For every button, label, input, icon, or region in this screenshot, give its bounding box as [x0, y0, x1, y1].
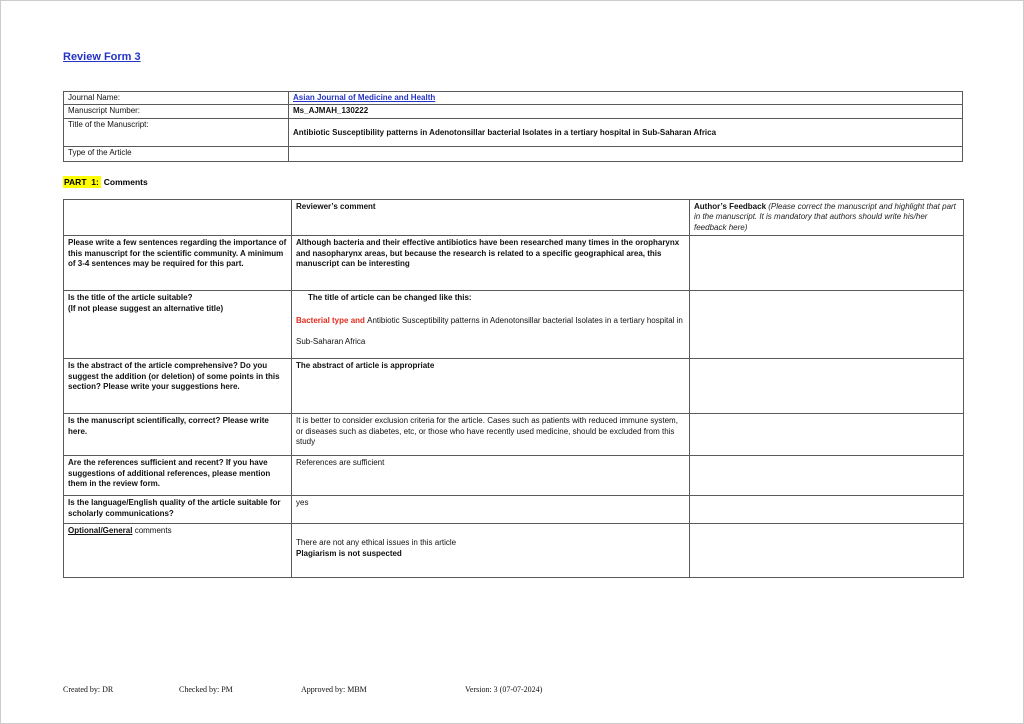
feedback-references[interactable]	[690, 456, 964, 496]
manuscript-title-value: Antibiotic Susceptibility patterns in Adenotonsillar bacterial Isolates in a tertiary hospital in Sub-Saharan Africa	[289, 118, 963, 146]
comment-general-line2: Plagiarism is not suspected	[296, 548, 402, 558]
manuscript-number-label: Manuscript Number:	[64, 105, 289, 118]
manuscript-info-table	[63, 91, 963, 162]
article-type-value	[289, 146, 963, 161]
feedback-importance[interactable]	[690, 236, 964, 291]
reviewer-comment-header: Reviewer’s comment	[292, 200, 690, 236]
question-references: Are the references sufficient and recent? If you have suggestions of additional references, please mention them in the review form.	[64, 456, 292, 496]
page-title: Review Form 3	[63, 51, 141, 63]
footer-checked-by: Checked by: PM	[179, 685, 233, 694]
feedback-general[interactable]	[690, 524, 964, 578]
row-scientific	[64, 414, 964, 456]
comment-references: References are sufficient	[292, 456, 690, 496]
part1-label: Comments	[103, 177, 148, 187]
comment-general-line1: There are not any ethical issues in this article	[296, 538, 457, 548]
question-scientific: Is the manuscript scientifically, correct? Please write here.	[64, 414, 292, 456]
feedback-abstract[interactable]	[690, 359, 964, 414]
question-language: Is the language/English quality of the article suitable for scholarly communications?	[64, 496, 292, 524]
part1-badge: PART 1:	[64, 177, 99, 187]
row-references	[64, 456, 964, 496]
question-abstract: Is the abstract of the article comprehensive? Do you suggest the addition (or deletion) of some points in this section? Please write your suggestions here.	[64, 359, 292, 414]
feedback-title-suitable[interactable]	[690, 291, 964, 359]
comment-title-rest: Antibiotic Susceptibility patterns in Adenotonsillar bacterial Isolates in a tertiary hospital in Sub-Saharan Africa	[296, 315, 683, 347]
article-type-label: Type of the Article	[64, 146, 289, 161]
part1-heading	[63, 177, 148, 187]
comment-title-suitable	[292, 291, 690, 359]
feedback-language[interactable]	[690, 496, 964, 524]
comment-title-suggestion	[296, 310, 685, 353]
comment-title-red-part: Bacterial type and	[296, 315, 368, 325]
footer-version: Version: 3 (07-07-2024)	[465, 685, 543, 694]
footer-approved-by: Approved by: MBM	[301, 685, 367, 694]
row-title-suitable	[64, 291, 964, 359]
row-importance	[64, 236, 964, 291]
question-importance: Please write a few sentences regarding the importance of this manuscript for the scientific community. A minimum of 3-4 sentences may be required for this part.	[64, 236, 292, 291]
row-abstract	[64, 359, 964, 414]
journal-name-label: Journal Name:	[64, 92, 289, 105]
row-general	[64, 524, 964, 578]
question-title-suitable	[64, 291, 292, 359]
review-comments-table	[63, 199, 964, 578]
question-title-line2: (If not please suggest an alternative title)	[68, 303, 224, 313]
header-empty-cell	[64, 200, 292, 236]
general-label-underlined: Optional/General	[68, 526, 133, 536]
comment-abstract: The abstract of article is appropriate	[292, 359, 690, 414]
table-header-row	[64, 200, 964, 236]
comment-general	[292, 524, 690, 578]
journal-name-cell	[289, 92, 963, 105]
author-feedback-header	[690, 200, 964, 236]
comment-importance: Although bacteria and their effective antibiotics have been researched many times in the oropharynx and nasopharynx areas, but because the research is related to a specific geographical area, this manuscript can be interesting	[292, 236, 690, 291]
footer-created-by: Created by: DR	[63, 685, 114, 694]
journal-name-link[interactable]: Asian Journal of Medicine and Health	[293, 93, 436, 102]
general-label-rest: comments	[132, 526, 172, 536]
comment-title-intro: The title of article can be changed like this:	[308, 293, 472, 303]
manuscript-title-label: Title of the Manuscript:	[64, 118, 289, 146]
manuscript-number-value: Ms_AJMAH_130222	[289, 105, 963, 118]
feedback-scientific[interactable]	[690, 414, 964, 456]
author-feedback-note: (Please correct the manuscript and highlight that part in the manuscript. It is mandatory that authors should write his/her feedback here)	[694, 202, 956, 232]
comment-language: yes	[292, 496, 690, 524]
comment-scientific: It is better to consider exclusion criteria for the article. Cases such as patients with reduced immune system, or diseases such as diabetes, etc, or those who have recently used medicine, should be excluded from this study	[292, 414, 690, 456]
question-title-line1: Is the title of the article suitable?	[68, 293, 193, 303]
question-general	[64, 524, 292, 578]
author-feedback-title: Author’s Feedback	[694, 202, 769, 211]
row-language	[64, 496, 964, 524]
